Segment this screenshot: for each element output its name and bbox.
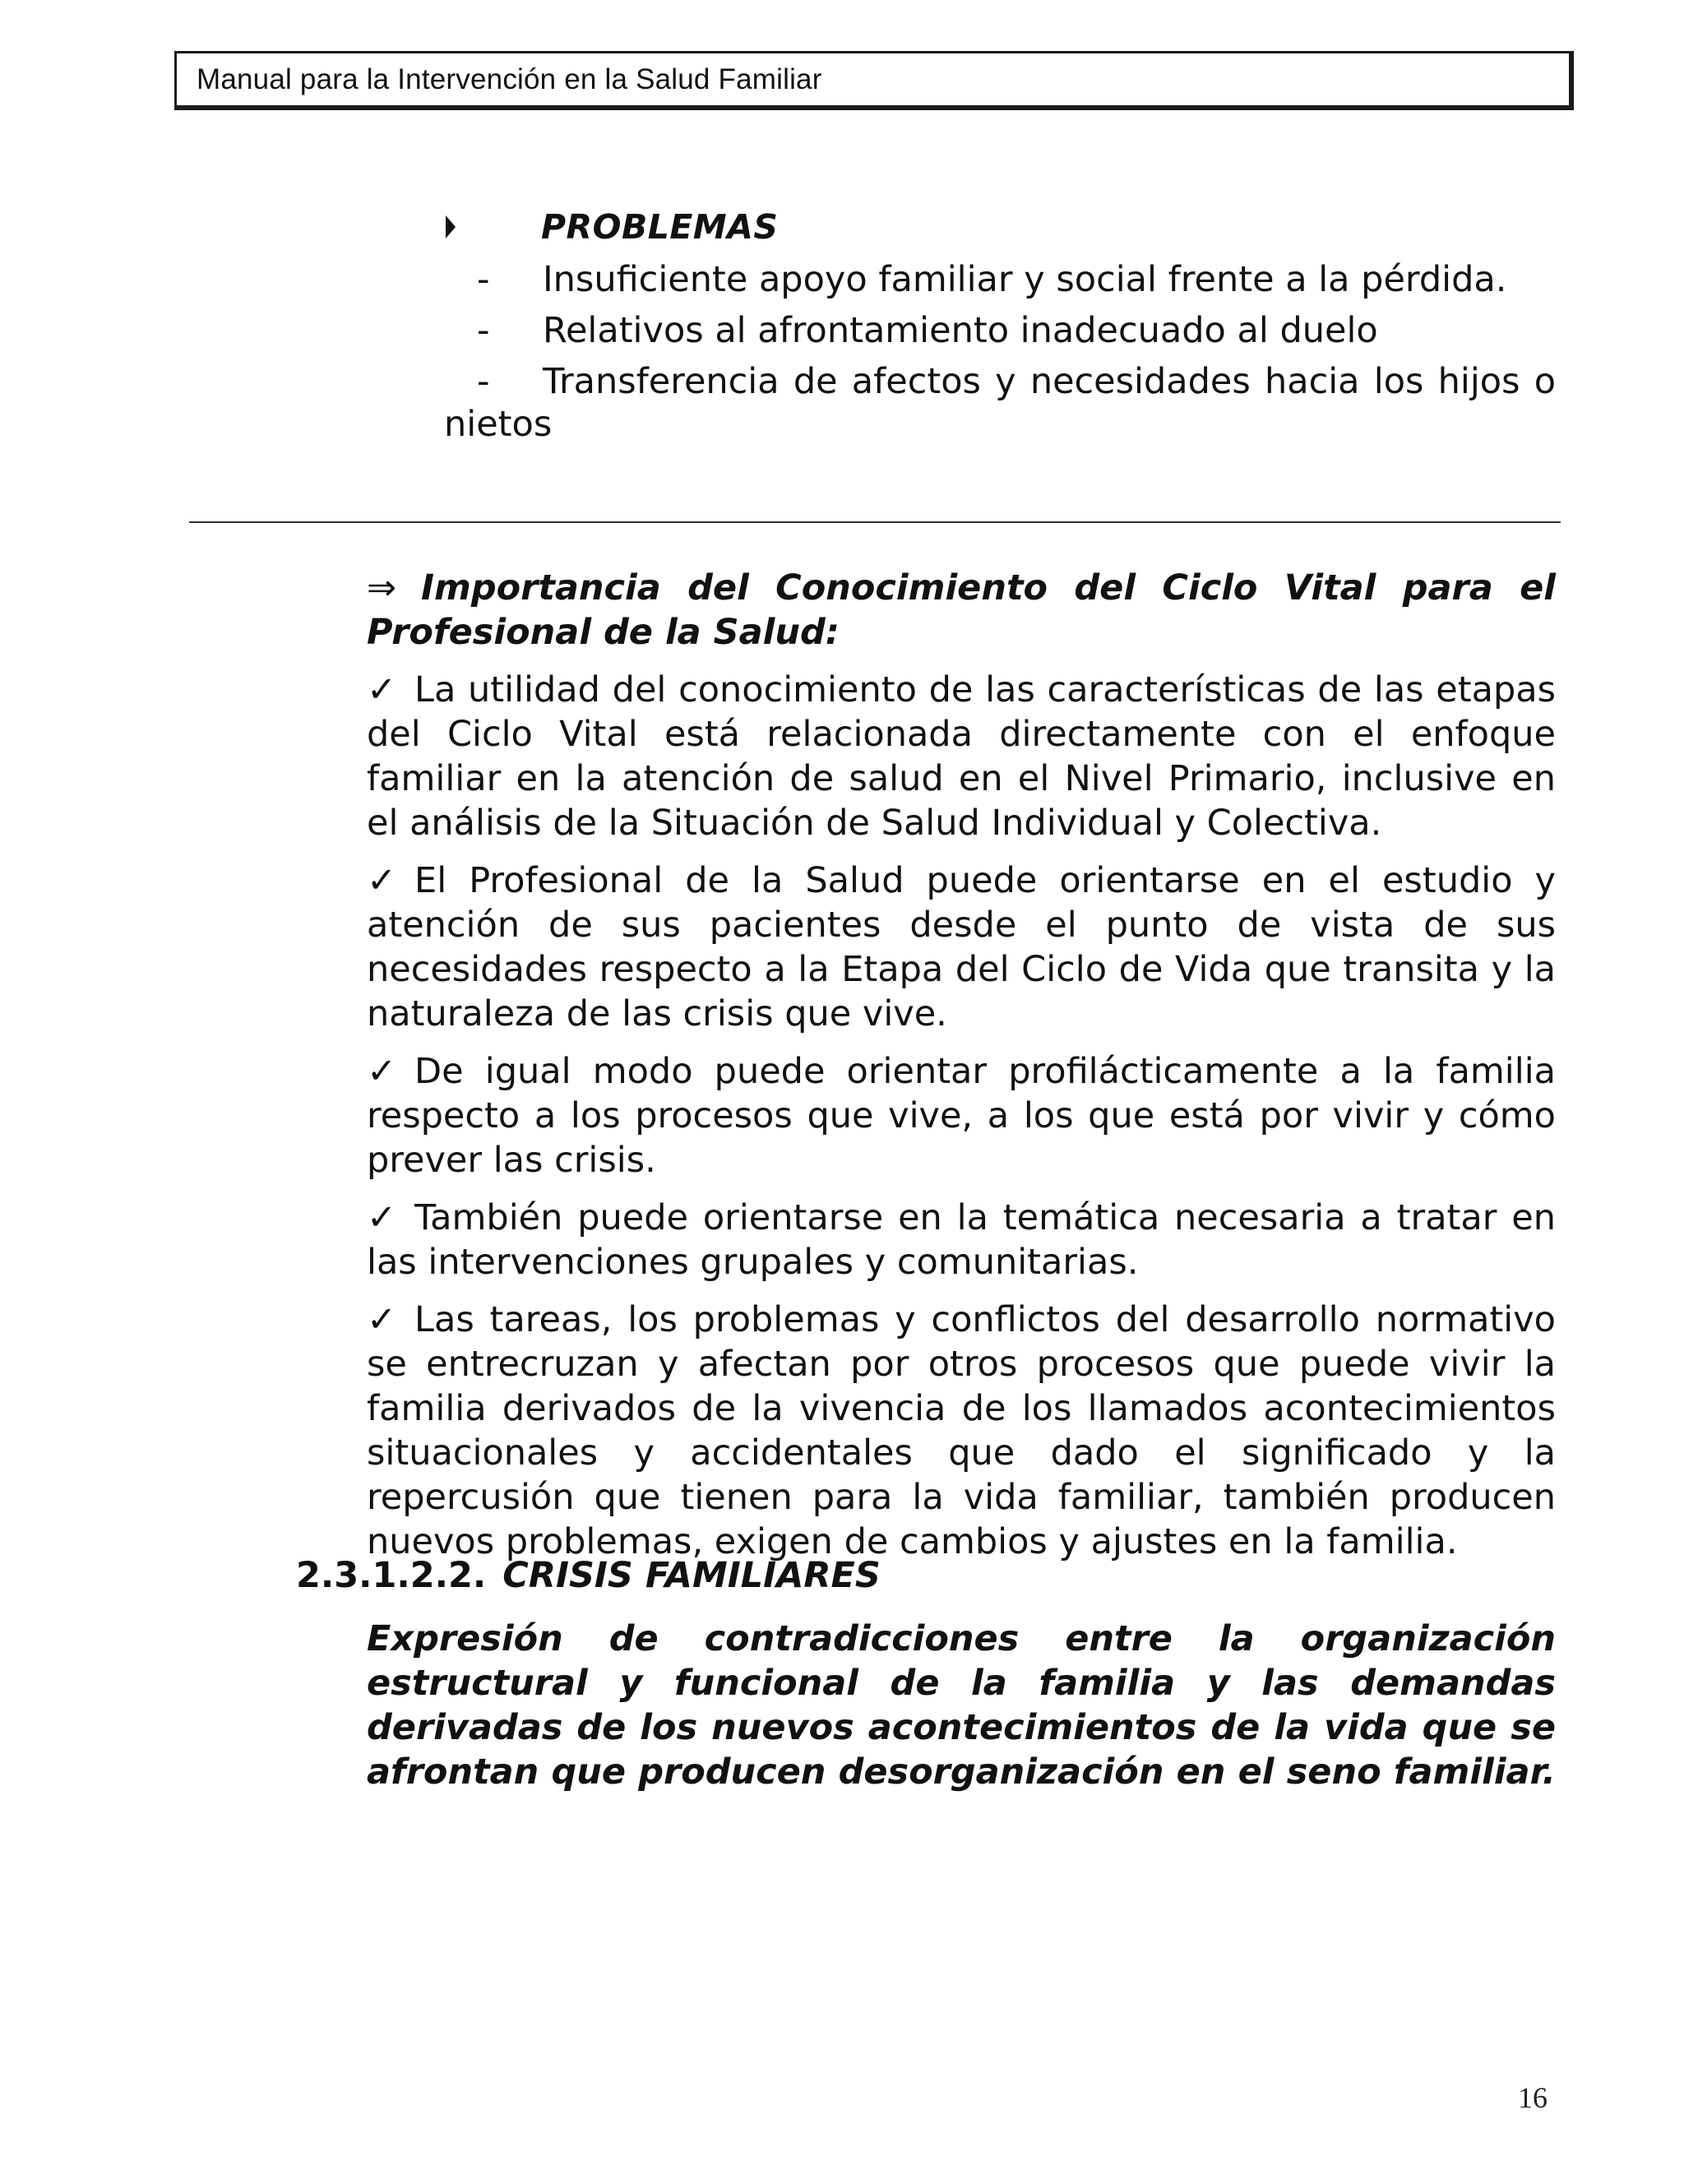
checkmark-icon: ✓ <box>367 1299 397 1340</box>
problem-item <box>444 360 1562 446</box>
importance-paragraph <box>367 858 1556 1036</box>
checkmark-icon: ✓ <box>367 1197 397 1238</box>
crisis-section-title <box>296 1552 881 1599</box>
checkmark-icon: ✓ <box>367 860 397 901</box>
problem-item <box>444 309 1562 352</box>
problem-item <box>444 258 1562 301</box>
importance-paragraph-text: El Profesional de la Salud puede orientarse en el estudio y atención de sus pacientes desde el punto de vista de sus necesidades respecto a la Etapa del Ciclo de Vida que transita y la naturaleza de las crisis que vive. <box>367 860 1556 1034</box>
header-title: Manual para la Intervención en la Salud Familiar <box>197 63 822 95</box>
problems-heading-text: PROBLEMAS <box>541 207 779 247</box>
importance-paragraph <box>367 1196 1556 1284</box>
importance-paragraph <box>367 1049 1556 1182</box>
importance-paragraph <box>367 1298 1556 1564</box>
dash-icon: - <box>477 361 490 402</box>
importance-paragraph-text: La utilidad del conocimiento de las características de las etapas del Ciclo Vital está relacionada directamente con el enfoque familiar en la atención de salud en el Nivel Primario, inclusive en el análisis de la Situación de Salud Individual y Colectiva. <box>367 669 1556 844</box>
problems-section <box>444 204 1562 446</box>
problem-item-text: Transferencia de afectos y necesidades hacia los hijos o nietos <box>444 361 1556 445</box>
checkmark-icon: ✓ <box>367 1051 397 1092</box>
problem-item-text: Insuficiente apoyo familiar y social frente a la pérdida. <box>543 259 1507 300</box>
importance-heading <box>367 566 1556 655</box>
bullet-icon <box>446 215 456 238</box>
importance-heading-text: Importancia del Conocimiento del Ciclo Vital para el Profesional de la Salud: <box>367 567 1556 653</box>
importance-paragraph-text: También puede orientarse en la temática necesaria a tratar en las intervenciones grupales y comunitarias. <box>367 1197 1556 1283</box>
checkmark-icon: ✓ <box>367 669 397 710</box>
section-number: 2.3.1.2.2. <box>296 1555 487 1596</box>
importance-section <box>367 566 1556 1564</box>
double-arrow-icon: ⇒ <box>367 567 397 608</box>
importance-paragraph <box>367 668 1556 845</box>
section-title-text: CRISIS FAMILIARES <box>502 1555 881 1596</box>
problem-item-text: Relativos al afrontamiento inadecuado al duelo <box>543 310 1378 351</box>
importance-paragraph-text: De igual modo puede orientar profilácticamente a la familia respecto a los procesos que vive, a los que está por vivir y cómo prever las crisis. <box>367 1051 1556 1181</box>
problems-heading <box>444 204 1562 250</box>
crisis-definition: Expresión de contradicciones entre la organización estructural y funcional de la familia y las demandas derivadas de los nuevos acontecimientos de la vida que se afrontan que producen desorganización en el seno familiar. <box>367 1618 1556 1793</box>
section-divider <box>189 521 1561 523</box>
dash-icon: - <box>477 310 490 351</box>
page-number: 16 <box>1518 2081 1548 2114</box>
dash-icon: - <box>477 259 490 300</box>
importance-paragraph-text: Las tareas, los problemas y conflictos del desarrollo normativo se entrecruzan y afectan por otros procesos que puede vivir la familia derivados de la vivencia de los llamados acontecimientos situacionales y accidentales que dado el significado y la repercusión que tienen para la vida familiar, también producen nuevos problemas, exigen de cambios y ajustes en la familia. <box>367 1299 1556 1562</box>
running-header <box>174 51 1574 110</box>
